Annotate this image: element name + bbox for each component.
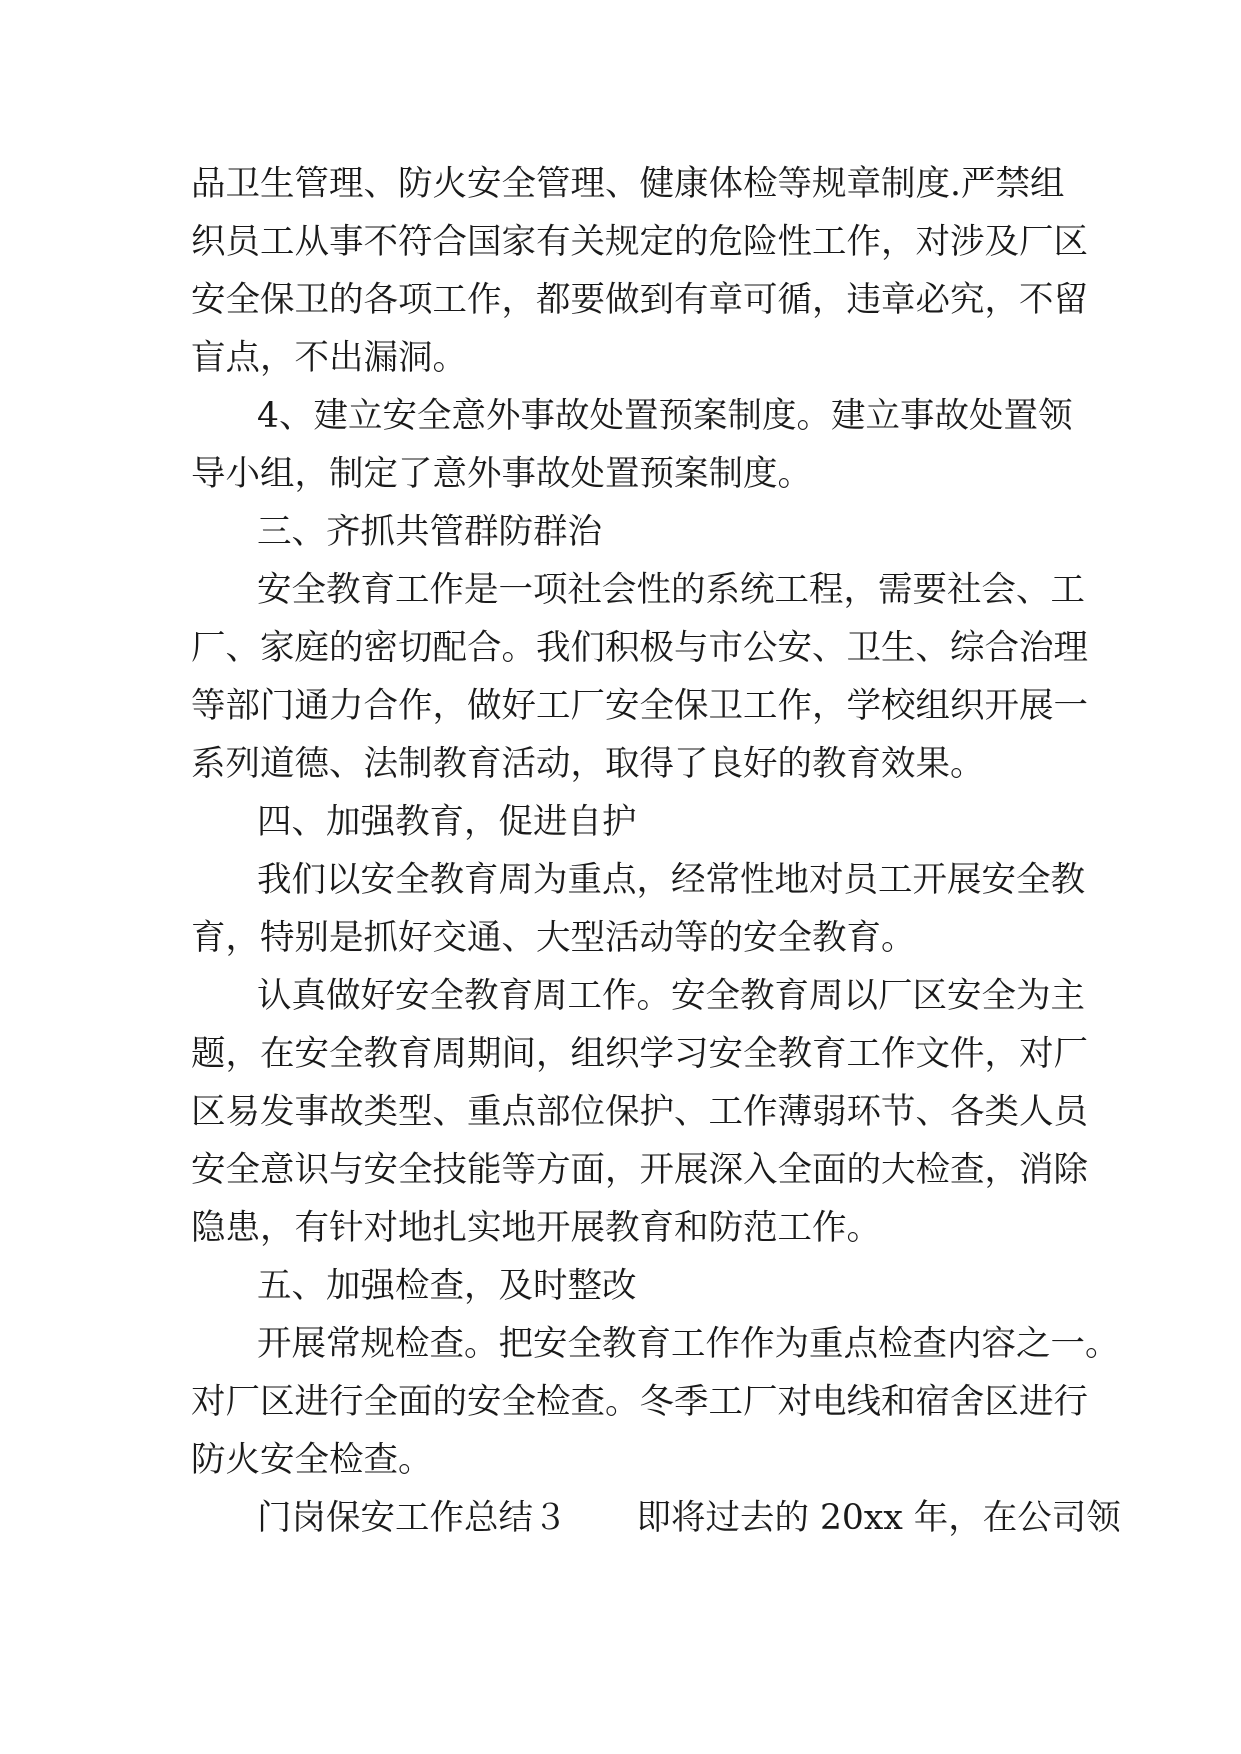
- section-heading: 四、加强教育，促进自护: [257, 802, 637, 842]
- section-heading: 三、齐抓共管群防群治: [257, 512, 602, 552]
- text-line: 题，在安全教育周期间，组织学习安全教育工作文件，对厂: [191, 1034, 1088, 1074]
- text-line: 盲点，不出漏洞。: [191, 338, 467, 378]
- text-line: 育，特别是抓好交通、大型活动等的安全教育。: [191, 918, 916, 958]
- text-line: 厂、家庭的密切配合。我们积极与市公安、卫生、综合治理: [191, 628, 1088, 668]
- text-line: 对厂区进行全面的安全检查。冬季工厂对电线和宿舍区进行: [191, 1382, 1088, 1422]
- text-line: 隐患，有针对地扎实地开展教育和防范工作。: [191, 1208, 881, 1248]
- text-line: 安全保卫的各项工作，都要做到有章可循，违章必究，不留: [191, 280, 1088, 320]
- section-heading: 五、加强检查，及时整改: [257, 1266, 637, 1306]
- text-line: 导小组，制定了意外事故处置预案制度。: [191, 454, 812, 494]
- text-line: 区易发事故类型、重点部位保护、工作薄弱环节、各类人员: [191, 1092, 1088, 1132]
- text-line: 安全教育工作是一项社会性的系统工程，需要社会、工: [257, 570, 1085, 610]
- text-line: 织员工从事不符合国家有关规定的危险性工作，对涉及厂区: [191, 222, 1088, 262]
- text-line: 等部门通力合作，做好工厂安全保卫工作，学校组织开展一: [191, 686, 1088, 726]
- text-line: 开展常规检查。把安全教育工作作为重点检查内容之一。: [257, 1324, 1120, 1364]
- text-line: 安全意识与安全技能等方面，开展深入全面的大检查，消除: [191, 1150, 1088, 1190]
- text-line: 品卫生管理、防火安全管理、健康体检等规章制度.严禁组: [191, 164, 1065, 204]
- text-line: 认真做好安全教育周工作。安全教育周以厂区安全为主: [257, 976, 1085, 1016]
- text-line: 防火安全检查。: [191, 1440, 433, 1480]
- text-line: 4、建立安全意外事故处置预案制度。建立事故处置领: [257, 396, 1073, 436]
- text-line: 我们以安全教育周为重点，经常性地对员工开展安全教: [257, 860, 1085, 900]
- text-line: 门岗保安工作总结３ 即将过去的 20xx 年，在公司领: [257, 1498, 1121, 1538]
- text-line: 系列道德、法制教育活动，取得了良好的教育效果。: [191, 744, 985, 784]
